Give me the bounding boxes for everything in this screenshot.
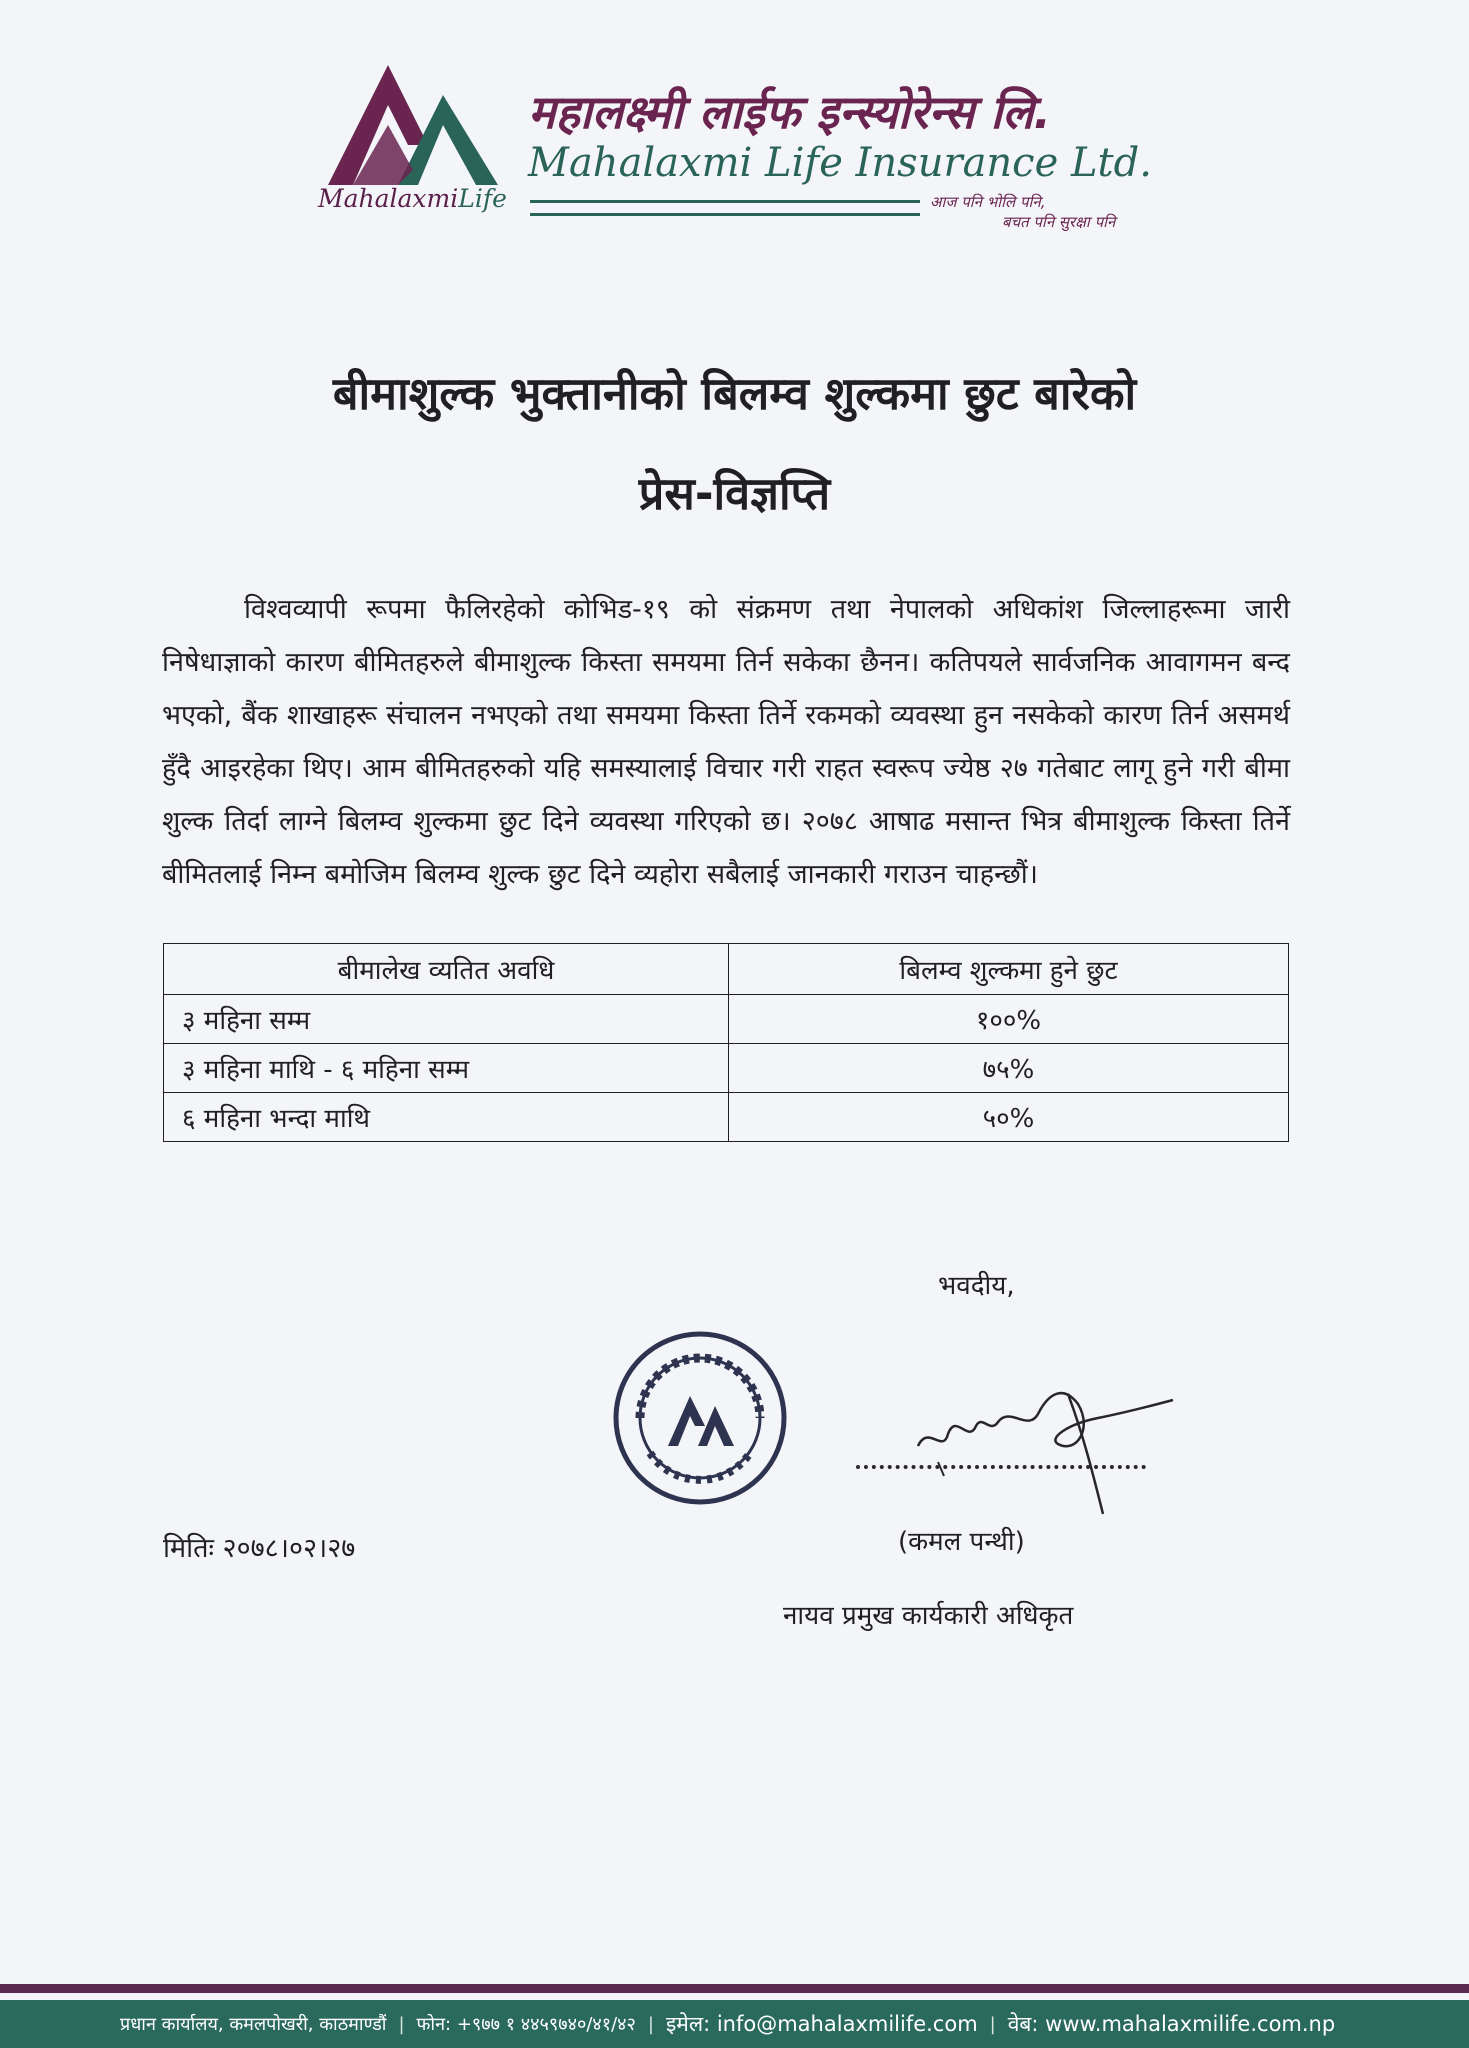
table-row (164, 995, 1289, 1044)
period-cell: ३ महिना सम्म (164, 995, 729, 1044)
company-tagline: आज पनि भोलि पनि, बचत पनि सुरक्षा पनि (930, 193, 1116, 231)
period-cell: ६ महिना भन्दा माथि (164, 1093, 729, 1142)
period-cell: ३ महिना माथि - ६ महिना सम्म (164, 1044, 729, 1093)
company-name-nepali: महालक्ष्मी लाईफ इन्स्योरेन्स लि. (528, 85, 1051, 139)
body-paragraph: विश्वव्यापी रूपमा फैलिरहेको कोभिड-१९ को संक्रमण तथा नेपालको अधिकांश जिल्लाहरूमा जारी निषेधाज्ञाको कारण बीमितहरुले बीमाशुल्क किस्ता समयमा तिर्न सकेका छैनन। कतिपयले सार्वजनिक आवागमन बन्द भएको, बैंक शाखाहरू संचालन नभएको तथा समयमा किस्ता तिर्ने रकमको व्यवस्था हुन नसकेको कारण तिर्न असमर्थ हुँदै आइरहेका थिए। आम बीमितहरुको यहि समस्यालाई विचार गरी राहत स्वरूप ज्येष्ठ २७ गतेबाट लागू हुने गरी बीमा शुल्क तिर्दा लाग्ने बिलम्व शुल्कमा छुट दिने व्यवस्था गरिएको छ। २०७८ आषाढ मसान्त भित्र बीमाशुल्क किस्ता तिर्ने बीमितलाई निम्न बमोजिम बिलम्व शुल्क छुट दिने व्यहोरा सबैलाई जानकारी गराउन चाहन्छौं। (162, 594, 1290, 890)
company-seal-icon (610, 1328, 790, 1508)
logo-wordmark: MahalaxmiLife (318, 184, 507, 213)
discount-table (163, 943, 1289, 1142)
page-title: बीमाशुल्क भुक्तानीको बिलम्व शुल्कमा छुट बारेको (332, 367, 1137, 420)
signer-name: (कमल पन्थी) (898, 1527, 1025, 1557)
footer-separator: | (647, 2013, 654, 2035)
discount-cell: ५०% (729, 1093, 1289, 1142)
table-row (164, 1044, 1289, 1093)
handwritten-signature-icon (898, 1374, 1178, 1524)
discount-cell: ७५% (729, 1044, 1289, 1093)
document-date: मितिः २०७८।०२।२७ (163, 1533, 356, 1564)
column-header: बिलम्व शुल्कमा हुने छुट (729, 944, 1289, 995)
discount-cell: १००% (729, 995, 1289, 1044)
footer-website-link[interactable]: वेब: www.mahalaxmilife.com.np (1007, 2012, 1336, 2036)
footer-email-link[interactable]: इमेल: info@mahalaxmilife.com (665, 2012, 978, 2036)
column-header: बीमालेख व्यतित अवधि (164, 944, 729, 995)
footer-address: प्रधान कार्यालय, कमलपोखरी, काठमाण्डौं (120, 2014, 387, 2035)
signature-line (856, 1465, 1146, 1469)
table-header-row (164, 944, 1289, 995)
footer-separator: | (398, 2013, 405, 2035)
page-subtitle: प्रेस-विज्ञप्ति (638, 467, 831, 520)
signer-position: नायव प्रमुख कार्यकारी अधिकृत (783, 1601, 1074, 1631)
company-logo-icon (318, 60, 508, 190)
footer-accent-line (0, 1984, 1469, 1993)
company-name-english: Mahalaxmi Life Insurance Ltd. (528, 140, 1152, 186)
closing-salutation: भवदीय, (938, 1271, 1015, 1301)
table-row (164, 1093, 1289, 1142)
footer-phone: फोन: +९७७ १ ४४५९७४०/४१/४२ (416, 2014, 636, 2035)
footer-contact-bar (0, 2000, 1469, 2048)
letterhead-rule (530, 200, 920, 216)
footer-separator: | (989, 2013, 996, 2035)
